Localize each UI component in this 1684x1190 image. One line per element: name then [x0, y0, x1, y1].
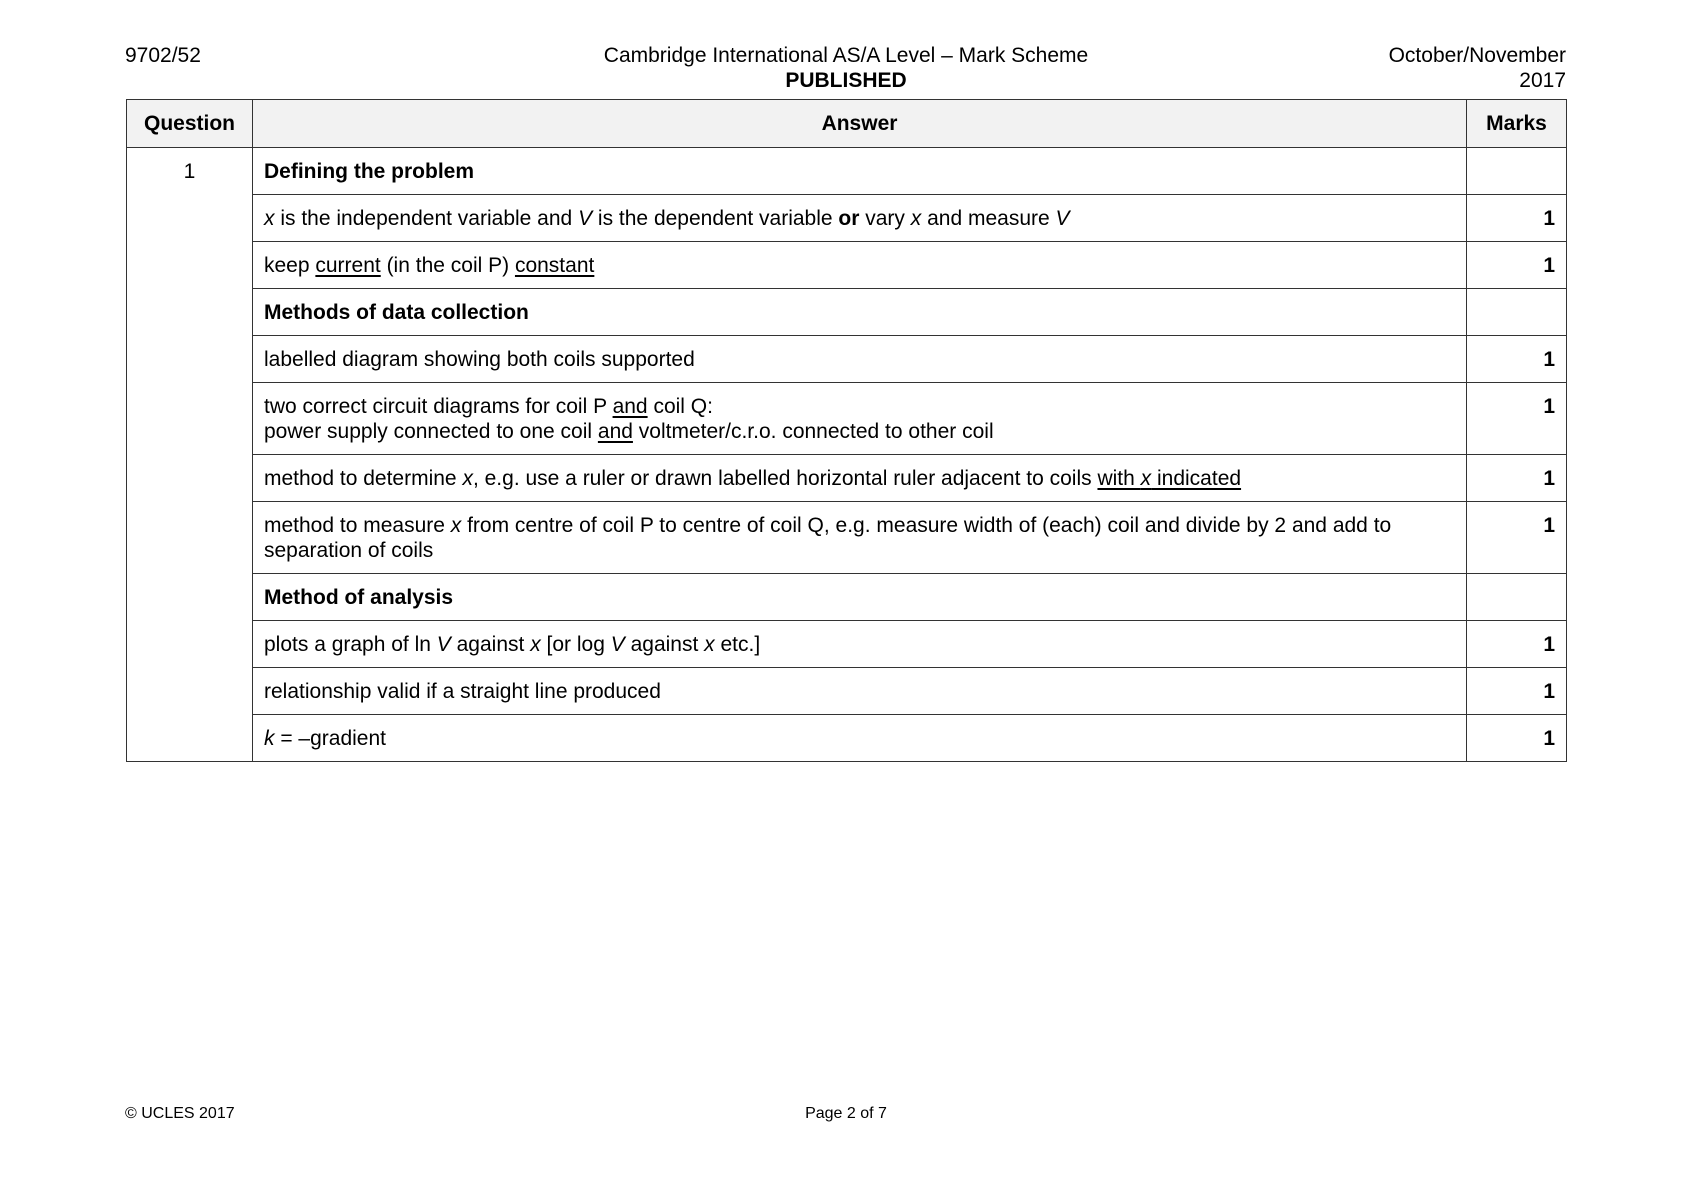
table-row: [127, 621, 1567, 668]
table-row: [127, 336, 1567, 383]
section-heading: Defining the problem: [253, 148, 1467, 195]
answer-cell: keep current (in the coil P) constant: [253, 242, 1467, 289]
table-row: [127, 668, 1567, 715]
answer-cell: k = –gradient: [253, 715, 1467, 762]
table-row: [127, 148, 1567, 195]
mark-cell: 1: [1467, 455, 1567, 502]
question-number: 1: [127, 148, 253, 762]
table-row: [127, 242, 1567, 289]
session-year: 2017: [1519, 69, 1566, 92]
header-marks: Marks: [1467, 100, 1567, 148]
exam-session: [1389, 43, 1566, 93]
mark-cell: 1: [1467, 502, 1567, 574]
answer-cell: labelled diagram showing both coils supported: [253, 336, 1467, 383]
answer-cell: plots a graph of ln V against x [or log V against x etc.]: [253, 621, 1467, 668]
mark-cell: [1467, 574, 1567, 621]
mark-cell: 1: [1467, 621, 1567, 668]
copyright-notice: © UCLES 2017: [125, 1105, 235, 1122]
table-row: [127, 383, 1567, 455]
section-heading: Method of analysis: [253, 574, 1467, 621]
table-row: [127, 455, 1567, 502]
mark-scheme-table: [126, 99, 1567, 762]
table-header-row: [127, 100, 1567, 148]
page-number: Page 2 of 7: [805, 1105, 887, 1122]
session-label: October/November: [1388, 44, 1566, 67]
table-row: [127, 195, 1567, 242]
answer-cell: method to measure x from centre of coil P to centre of coil Q, e.g. measure width of (each) coil and divide by 2 and add to separation of coils: [253, 502, 1467, 574]
published-label: PUBLISHED: [785, 69, 907, 92]
answer-cell: method to determine x, e.g. use a ruler or drawn labelled horizontal ruler adjacent to coils with x indicated: [253, 455, 1467, 502]
mark-cell: 1: [1467, 336, 1567, 383]
mark-cell: [1467, 148, 1567, 195]
mark-cell: 1: [1467, 242, 1567, 289]
mark-cell: 1: [1467, 715, 1567, 762]
table-row: [127, 715, 1567, 762]
answer-cell: x is the independent variable and V is the dependent variable or vary x and measure V: [253, 195, 1467, 242]
section-heading: Methods of data collection: [253, 289, 1467, 336]
answer-cell: relationship valid if a straight line produced: [253, 668, 1467, 715]
mark-cell: 1: [1467, 668, 1567, 715]
mark-cell: [1467, 289, 1567, 336]
answer-cell: two correct circuit diagrams for coil P and coil Q: power supply connected to one coil and voltmeter/c.r.o. connected to other coil: [253, 383, 1467, 455]
table-row: [127, 574, 1567, 621]
header-answer: Answer: [253, 100, 1467, 148]
paper-code: 9702/52: [125, 44, 201, 67]
document-title-text: Cambridge International AS/A Level – Mark Scheme: [603, 44, 1089, 67]
table-row: [127, 502, 1567, 574]
mark-cell: 1: [1467, 195, 1567, 242]
header-question: Question: [127, 100, 253, 148]
mark-cell: 1: [1467, 383, 1567, 455]
table-row: [127, 289, 1567, 336]
